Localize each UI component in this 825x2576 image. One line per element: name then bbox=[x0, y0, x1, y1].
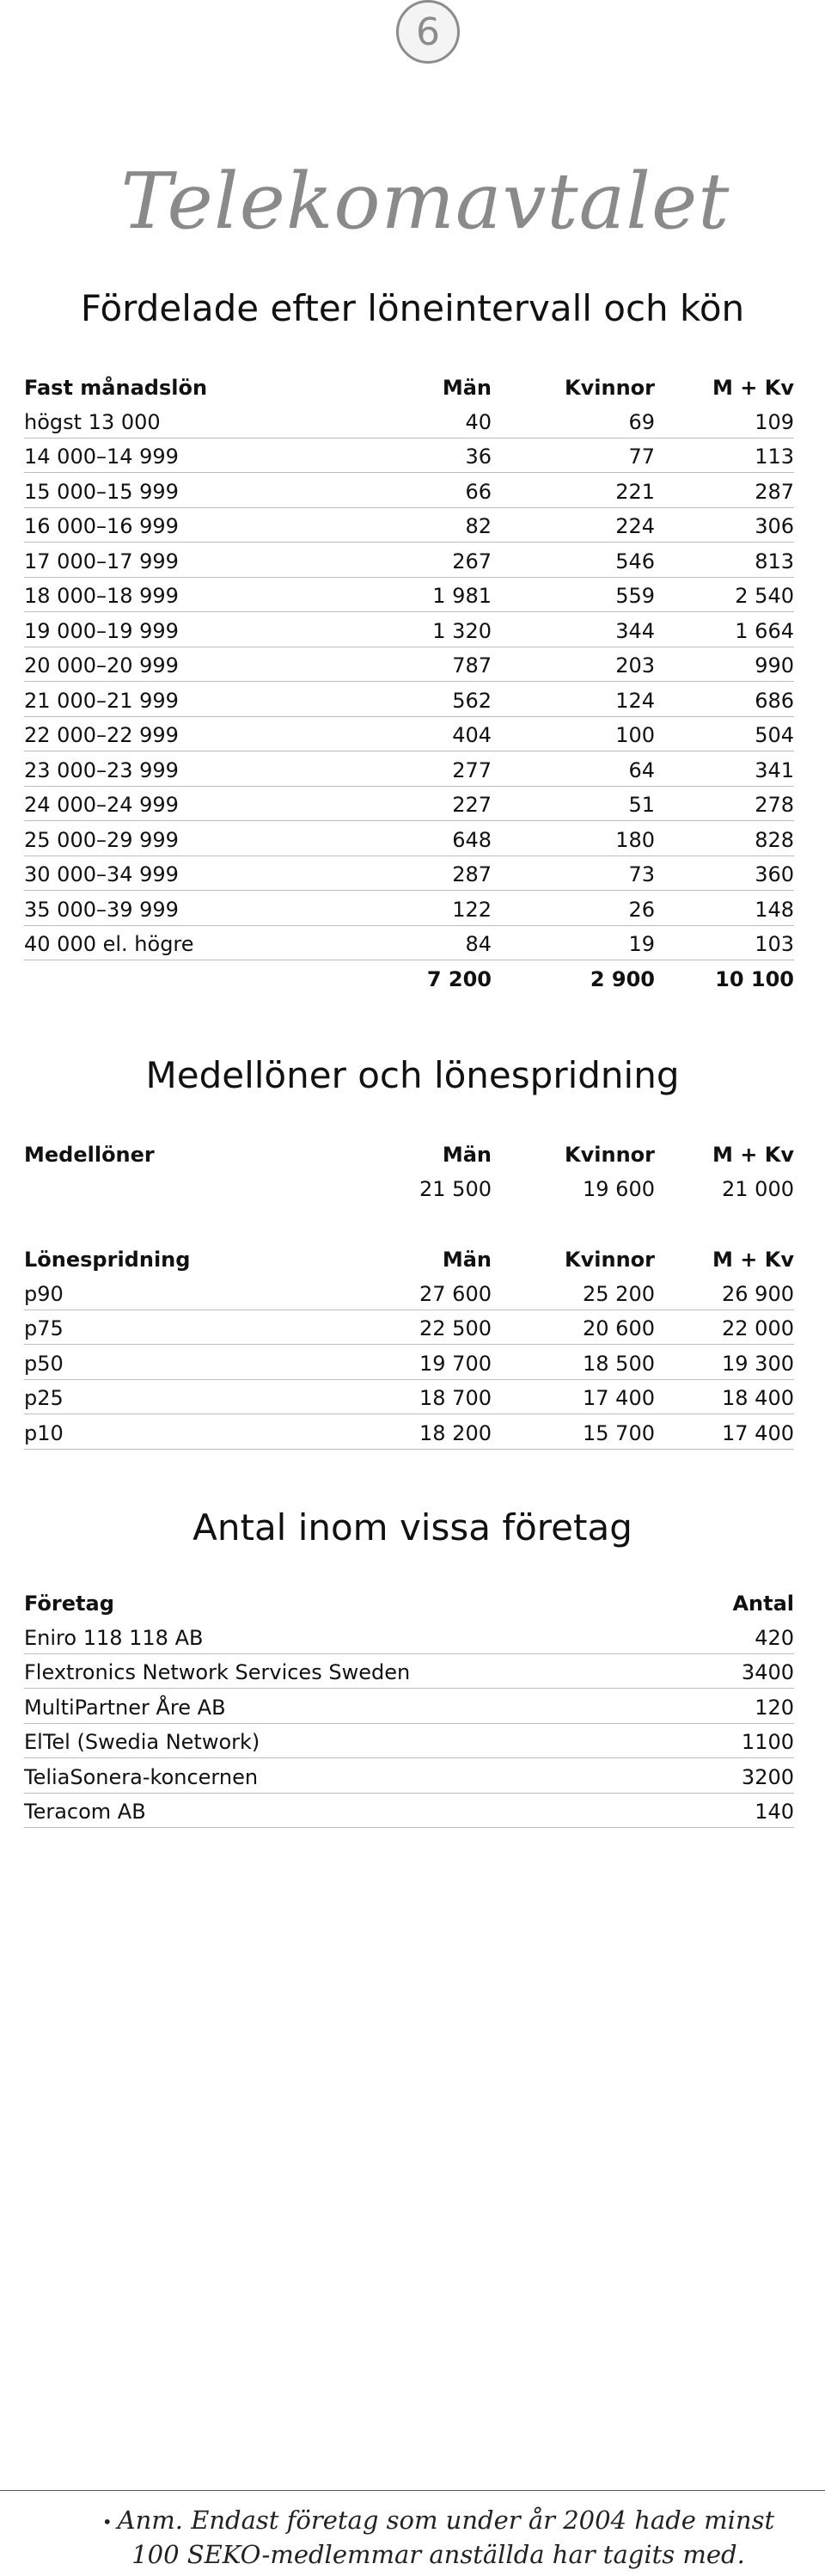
table-row bbox=[24, 647, 794, 682]
table-cell: 3400 bbox=[643, 1653, 794, 1689]
table-header-row bbox=[24, 1240, 794, 1275]
table-cell: 21 000 bbox=[722, 1177, 794, 1201]
table-row bbox=[24, 1653, 794, 1689]
table-cell: 277 bbox=[351, 751, 492, 787]
table-row bbox=[24, 1619, 794, 1654]
column-header: M + Kv bbox=[712, 375, 794, 400]
table-cell: 227 bbox=[351, 786, 492, 821]
page-number: 6 bbox=[416, 9, 440, 54]
distribution-table-body bbox=[24, 403, 794, 960]
table-cell: 787 bbox=[351, 647, 492, 682]
footer-divider bbox=[0, 2490, 825, 2491]
row-label: 17 000–17 999 bbox=[24, 543, 351, 578]
table-cell: 140 bbox=[643, 1793, 794, 1828]
table-cell: 148 bbox=[655, 891, 794, 926]
table-cell: 84 bbox=[351, 925, 492, 960]
salary-spread-table bbox=[24, 1240, 794, 1450]
row-label: 19 000–19 999 bbox=[24, 612, 351, 647]
column-header: Fast månadslön bbox=[24, 375, 208, 400]
table-cell: 18 500 bbox=[492, 1345, 655, 1380]
table-cell: 559 bbox=[492, 577, 655, 612]
row-label: 25 000–29 999 bbox=[24, 821, 351, 856]
page-number-badge bbox=[396, 0, 460, 64]
table-cell: 546 bbox=[492, 543, 655, 578]
table-cell: 360 bbox=[655, 856, 794, 891]
table-cell: 17 400 bbox=[655, 1414, 794, 1450]
salary-spread-table-body bbox=[24, 1275, 794, 1450]
column-header: Män bbox=[442, 1247, 492, 1272]
table-cell: 267 bbox=[351, 543, 492, 578]
table-row bbox=[24, 1275, 794, 1310]
column-header: Företag bbox=[24, 1591, 114, 1616]
table-row bbox=[24, 1170, 794, 1205]
table-row bbox=[24, 1309, 794, 1345]
table-cell: 2 900 bbox=[590, 967, 655, 991]
totals-label bbox=[24, 960, 351, 996]
table-cell: 10 100 bbox=[715, 967, 794, 991]
table-cell: 686 bbox=[655, 682, 794, 717]
section-title-medians: Medellöner och lönespridning bbox=[145, 1054, 680, 1096]
companies-table-body bbox=[24, 1619, 794, 1828]
table-cell: 21 500 bbox=[419, 1177, 492, 1201]
bullet-icon: • bbox=[101, 2512, 113, 2532]
companies-table bbox=[24, 1584, 794, 1828]
table-cell: 7 200 bbox=[426, 967, 492, 991]
table-cell: 100 bbox=[492, 716, 655, 751]
table-cell: 287 bbox=[655, 473, 794, 508]
table-cell: 203 bbox=[492, 647, 655, 682]
table-cell: 1100 bbox=[643, 1723, 794, 1758]
table-cell: 828 bbox=[655, 821, 794, 856]
table-cell: 19 700 bbox=[351, 1345, 492, 1380]
table-cell: 19 600 bbox=[583, 1177, 655, 1201]
row-label: 40 000 el. högre bbox=[24, 925, 351, 960]
table-row bbox=[24, 716, 794, 751]
table-row bbox=[24, 1758, 794, 1794]
average-salary-table bbox=[24, 1135, 794, 1205]
row-label: p25 bbox=[24, 1379, 351, 1414]
table-cell: 124 bbox=[492, 682, 655, 717]
table-cell: 1 981 bbox=[351, 577, 492, 612]
table-header-row bbox=[24, 1135, 794, 1170]
column-header: Män bbox=[442, 1142, 492, 1167]
row-label: Flextronics Network Services Sweden bbox=[24, 1653, 643, 1689]
row-label: p50 bbox=[24, 1345, 351, 1380]
row-label: TeliaSonera-koncernen bbox=[24, 1758, 643, 1794]
table-cell: 19 bbox=[492, 925, 655, 960]
row-label: p75 bbox=[24, 1309, 351, 1345]
table-row bbox=[24, 856, 794, 891]
table-cell: 18 400 bbox=[655, 1379, 794, 1414]
column-header: Lönespridning bbox=[24, 1247, 191, 1272]
column-header: Kvinnor bbox=[565, 375, 655, 400]
row-label: 16 000–16 999 bbox=[24, 507, 351, 543]
row-label: 22 000–22 999 bbox=[24, 716, 351, 751]
table-cell: 648 bbox=[351, 821, 492, 856]
table-cell: 504 bbox=[655, 716, 794, 751]
table-row bbox=[24, 1689, 794, 1724]
column-header: M + Kv bbox=[712, 1247, 794, 1272]
column-header: Kvinnor bbox=[565, 1142, 655, 1167]
table-cell: 1 320 bbox=[351, 612, 492, 647]
table-cell: 77 bbox=[492, 438, 655, 473]
table-cell: 109 bbox=[655, 403, 794, 439]
table-cell: 36 bbox=[351, 438, 492, 473]
table-row bbox=[24, 612, 794, 647]
table-cell: 15 700 bbox=[492, 1414, 655, 1450]
row-label: p10 bbox=[24, 1414, 351, 1450]
row-label: 35 000–39 999 bbox=[24, 891, 351, 926]
row-label: ElTel (Swedia Network) bbox=[24, 1723, 643, 1758]
table-cell: 18 700 bbox=[351, 1379, 492, 1414]
row-label: 21 000–21 999 bbox=[24, 682, 351, 717]
table-cell: 404 bbox=[351, 716, 492, 751]
table-cell: 69 bbox=[492, 403, 655, 439]
table-row bbox=[24, 751, 794, 787]
row-label: 14 000–14 999 bbox=[24, 438, 351, 473]
table-cell: 26 900 bbox=[655, 1275, 794, 1310]
table-header-row bbox=[24, 368, 794, 403]
footnote-line-1: • Anm. Endast företag som under år 2004 hade minst bbox=[101, 2505, 775, 2535]
footnote-line-2: 100 SEKO-medlemmar anställda har tagits med. bbox=[131, 2540, 745, 2569]
table-row bbox=[24, 1793, 794, 1828]
row-label: 18 000–18 999 bbox=[24, 577, 351, 612]
column-header: M + Kv bbox=[712, 1142, 794, 1167]
table-cell: 20 600 bbox=[492, 1309, 655, 1345]
column-header: Män bbox=[442, 375, 492, 400]
row-label: 15 000–15 999 bbox=[24, 473, 351, 508]
table-row bbox=[24, 1379, 794, 1414]
table-cell: 562 bbox=[351, 682, 492, 717]
table-cell: 22 000 bbox=[655, 1309, 794, 1345]
table-cell: 2 540 bbox=[655, 577, 794, 612]
table-row bbox=[24, 821, 794, 856]
table-row bbox=[24, 577, 794, 612]
table-cell bbox=[24, 1170, 351, 1205]
table-header-row bbox=[24, 1584, 794, 1619]
table-cell: 103 bbox=[655, 925, 794, 960]
table-cell: 341 bbox=[655, 751, 794, 787]
column-header: Antal bbox=[732, 1591, 794, 1616]
table-row bbox=[24, 473, 794, 508]
row-label: Teracom AB bbox=[24, 1793, 643, 1828]
table-cell: 26 bbox=[492, 891, 655, 926]
table-cell: 306 bbox=[655, 507, 794, 543]
table-row bbox=[24, 507, 794, 543]
table-cell: 278 bbox=[655, 786, 794, 821]
table-row bbox=[24, 891, 794, 926]
table-cell: 22 500 bbox=[351, 1309, 492, 1345]
table-row bbox=[24, 403, 794, 439]
table-cell: 51 bbox=[492, 786, 655, 821]
footnote bbox=[86, 2504, 791, 2571]
section-title-distribution: Fördelade efter löneintervall och kön bbox=[80, 287, 745, 329]
column-header: Kvinnor bbox=[565, 1247, 655, 1272]
row-label: Eniro 118 118 AB bbox=[24, 1619, 643, 1654]
table-row bbox=[24, 438, 794, 473]
table-row bbox=[24, 543, 794, 578]
table-cell: 420 bbox=[643, 1619, 794, 1654]
table-row bbox=[24, 786, 794, 821]
table-cell: 73 bbox=[492, 856, 655, 891]
table-cell: 990 bbox=[655, 647, 794, 682]
table-cell: 221 bbox=[492, 473, 655, 508]
table-cell: 224 bbox=[492, 507, 655, 543]
table-row bbox=[24, 1345, 794, 1380]
table-row bbox=[24, 682, 794, 717]
table-cell: 82 bbox=[351, 507, 492, 543]
table-cell: 344 bbox=[492, 612, 655, 647]
table-row bbox=[24, 925, 794, 960]
table-cell: 19 300 bbox=[655, 1345, 794, 1380]
distribution-table bbox=[24, 368, 794, 995]
table-cell: 18 200 bbox=[351, 1414, 492, 1450]
table-cell: 287 bbox=[351, 856, 492, 891]
table-row bbox=[24, 1723, 794, 1758]
table-cell: 180 bbox=[492, 821, 655, 856]
table-cell: 25 200 bbox=[492, 1275, 655, 1310]
table-cell: 3200 bbox=[643, 1758, 794, 1794]
row-label: 20 000–20 999 bbox=[24, 647, 351, 682]
row-label: 23 000–23 999 bbox=[24, 751, 351, 787]
table-cell: 40 bbox=[351, 403, 492, 439]
row-label: 24 000–24 999 bbox=[24, 786, 351, 821]
table-cell: 27 600 bbox=[351, 1275, 492, 1310]
table-cell: 120 bbox=[643, 1689, 794, 1724]
row-label: MultiPartner Åre AB bbox=[24, 1689, 643, 1724]
table-cell: 113 bbox=[655, 438, 794, 473]
row-label: p90 bbox=[24, 1275, 351, 1310]
table-cell: 66 bbox=[351, 473, 492, 508]
column-header: Medellöner bbox=[24, 1142, 155, 1167]
table-row bbox=[24, 1414, 794, 1450]
table-cell: 122 bbox=[351, 891, 492, 926]
table-cell: 1 664 bbox=[655, 612, 794, 647]
table-cell: 813 bbox=[655, 543, 794, 578]
row-label: högst 13 000 bbox=[24, 403, 351, 439]
table-cell: 64 bbox=[492, 751, 655, 787]
section-title-companies: Antal inom vissa företag bbox=[192, 1506, 632, 1549]
page-title: Telekomavtalet bbox=[120, 156, 730, 247]
row-label: 30 000–34 999 bbox=[24, 856, 351, 891]
table-cell: 17 400 bbox=[492, 1379, 655, 1414]
totals-row bbox=[24, 960, 794, 996]
